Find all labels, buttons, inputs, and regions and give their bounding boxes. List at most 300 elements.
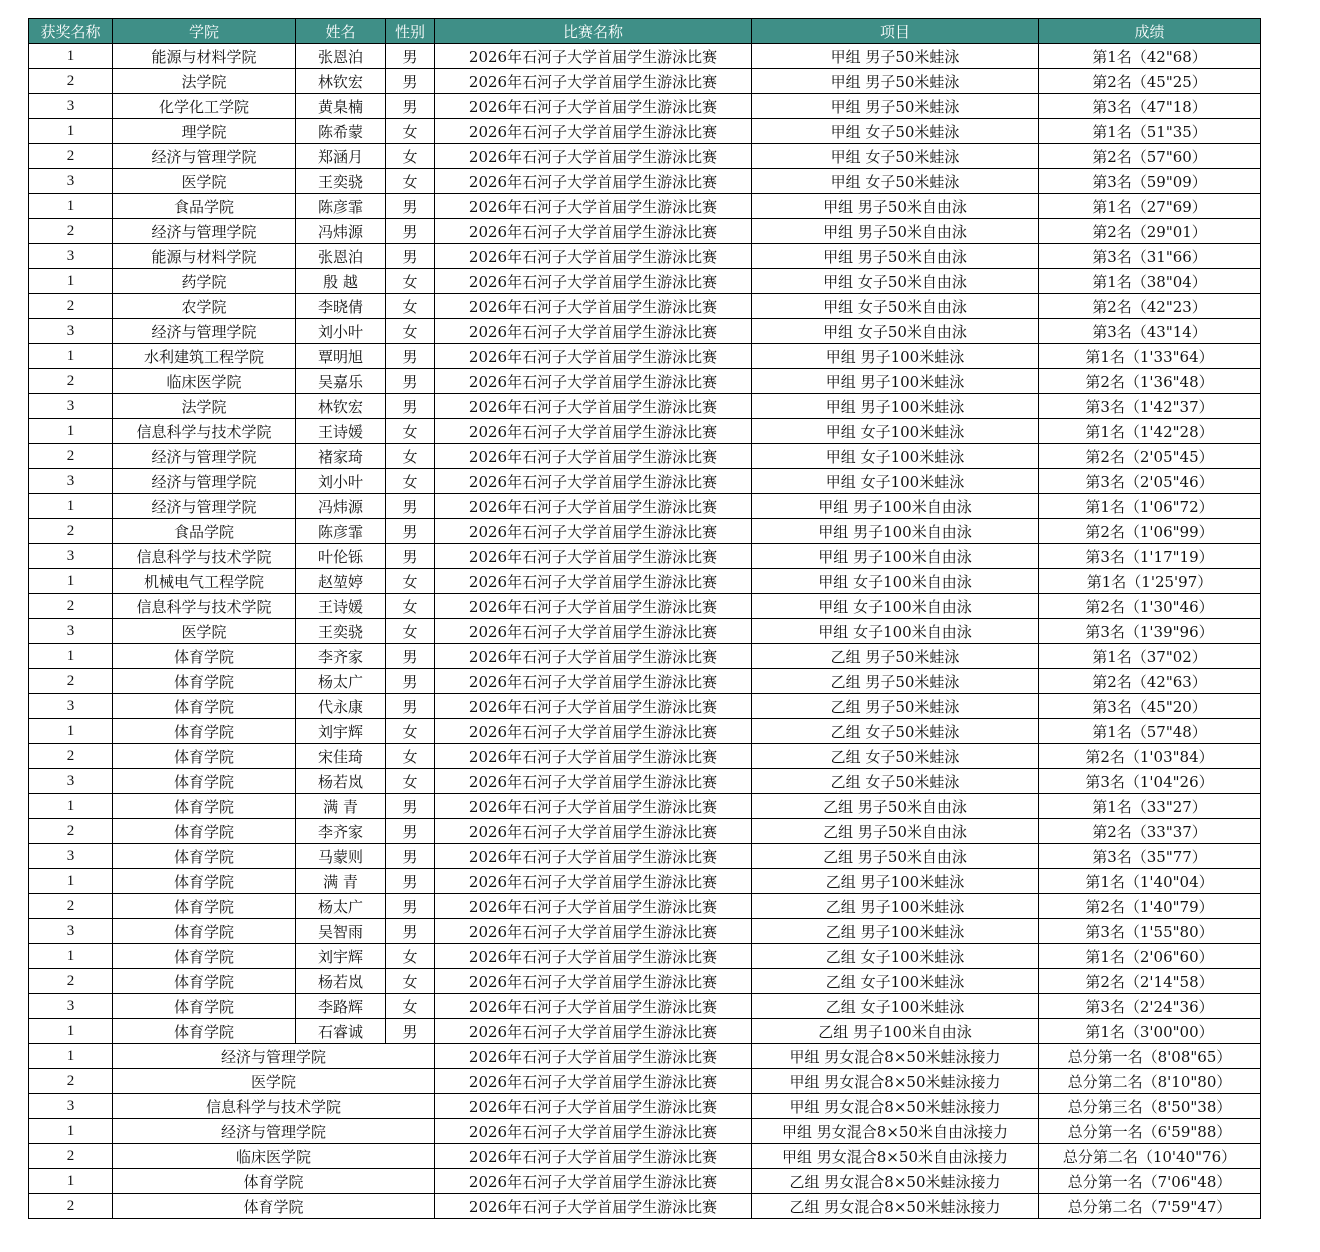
cell-event[interactable]: 乙组 男子50米蛙泳 [752, 644, 1039, 669]
cell-award[interactable]: 1 [29, 569, 113, 594]
cell-college[interactable]: 体育学院 [113, 1019, 296, 1044]
cell-name[interactable]: 石睿诚 [296, 1019, 386, 1044]
cell-competition[interactable]: 2026年石河子大学首届学生游泳比赛 [435, 394, 752, 419]
cell-college[interactable]: 经济与管理学院 [113, 444, 296, 469]
cell-award[interactable]: 2 [29, 294, 113, 319]
cell-name[interactable]: 张恩泊 [296, 44, 386, 69]
cell-event[interactable]: 乙组 男子100米蛙泳 [752, 894, 1039, 919]
cell-gender[interactable]: 女 [386, 619, 435, 644]
cell-gender[interactable]: 男 [386, 894, 435, 919]
cell-result[interactable]: 第1名（37"02） [1039, 644, 1261, 669]
cell-name[interactable]: 陈彦霏 [296, 194, 386, 219]
cell-competition[interactable]: 2026年石河子大学首届学生游泳比赛 [435, 969, 752, 994]
cell-competition[interactable]: 2026年石河子大学首届学生游泳比赛 [435, 994, 752, 1019]
cell-result[interactable]: 第1名（1'33"64） [1039, 344, 1261, 369]
cell-competition[interactable]: 2026年石河子大学首届学生游泳比赛 [435, 569, 752, 594]
cell-name[interactable]: 王奕骁 [296, 619, 386, 644]
cell-event[interactable]: 甲组 男子100米自由泳 [752, 519, 1039, 544]
cell-gender[interactable]: 女 [386, 569, 435, 594]
cell-award[interactable]: 1 [29, 1019, 113, 1044]
cell-result[interactable]: 第3名（1'39"96） [1039, 619, 1261, 644]
cell-result[interactable]: 第3名（47"18） [1039, 94, 1261, 119]
cell-college[interactable]: 医学院 [113, 1069, 435, 1094]
cell-name[interactable]: 陈彦霏 [296, 519, 386, 544]
cell-competition[interactable]: 2026年石河子大学首届学生游泳比赛 [435, 844, 752, 869]
cell-event[interactable]: 甲组 女子100米自由泳 [752, 569, 1039, 594]
cell-competition[interactable]: 2026年石河子大学首届学生游泳比赛 [435, 69, 752, 94]
cell-competition[interactable]: 2026年石河子大学首届学生游泳比赛 [435, 444, 752, 469]
cell-result[interactable]: 第1名（42"68） [1039, 44, 1261, 69]
header-gender[interactable]: 性别 [386, 19, 435, 44]
cell-event[interactable]: 乙组 男女混合8×50米蛙泳接力 [752, 1169, 1039, 1194]
cell-award[interactable]: 3 [29, 94, 113, 119]
cell-competition[interactable]: 2026年石河子大学首届学生游泳比赛 [435, 1044, 752, 1069]
cell-college[interactable]: 体育学院 [113, 719, 296, 744]
cell-gender[interactable]: 女 [386, 594, 435, 619]
cell-result[interactable]: 总分第一名（7'06"48） [1039, 1169, 1261, 1194]
cell-award[interactable]: 2 [29, 444, 113, 469]
cell-gender[interactable]: 男 [386, 344, 435, 369]
cell-gender[interactable]: 女 [386, 444, 435, 469]
cell-competition[interactable]: 2026年石河子大学首届学生游泳比赛 [435, 869, 752, 894]
cell-name[interactable]: 代永康 [296, 694, 386, 719]
cell-event[interactable]: 甲组 男子50米自由泳 [752, 194, 1039, 219]
cell-result[interactable]: 第2名（45"25） [1039, 69, 1261, 94]
cell-name[interactable]: 刘小叶 [296, 469, 386, 494]
cell-result[interactable]: 第2名（42"63） [1039, 669, 1261, 694]
cell-event[interactable]: 乙组 男子50米自由泳 [752, 844, 1039, 869]
cell-result[interactable]: 第1名（1'42"28） [1039, 419, 1261, 444]
cell-competition[interactable]: 2026年石河子大学首届学生游泳比赛 [435, 169, 752, 194]
cell-college[interactable]: 体育学院 [113, 819, 296, 844]
cell-result[interactable]: 第2名（1'40"79） [1039, 894, 1261, 919]
cell-result[interactable]: 第3名（1'55"80） [1039, 919, 1261, 944]
cell-result[interactable]: 第3名（2'24"36） [1039, 994, 1261, 1019]
cell-college[interactable]: 体育学院 [113, 744, 296, 769]
cell-event[interactable]: 乙组 男子50米蛙泳 [752, 694, 1039, 719]
cell-award[interactable]: 2 [29, 594, 113, 619]
cell-result[interactable]: 总分第三名（8'50"38） [1039, 1094, 1261, 1119]
cell-award[interactable]: 3 [29, 469, 113, 494]
cell-college[interactable]: 法学院 [113, 394, 296, 419]
cell-award[interactable]: 1 [29, 869, 113, 894]
cell-competition[interactable]: 2026年石河子大学首届学生游泳比赛 [435, 744, 752, 769]
cell-gender[interactable]: 女 [386, 744, 435, 769]
cell-event[interactable]: 乙组 女子100米蛙泳 [752, 994, 1039, 1019]
cell-name[interactable]: 杨若岚 [296, 969, 386, 994]
cell-result[interactable]: 第1名（38"04） [1039, 269, 1261, 294]
cell-name[interactable]: 李晓倩 [296, 294, 386, 319]
cell-competition[interactable]: 2026年石河子大学首届学生游泳比赛 [435, 344, 752, 369]
cell-result[interactable]: 第1名（33"27） [1039, 794, 1261, 819]
cell-result[interactable]: 第2名（1'06"99） [1039, 519, 1261, 544]
cell-award[interactable]: 1 [29, 194, 113, 219]
cell-name[interactable]: 林钦宏 [296, 69, 386, 94]
cell-result[interactable]: 第3名（45"20） [1039, 694, 1261, 719]
cell-gender[interactable]: 女 [386, 119, 435, 144]
cell-college[interactable]: 体育学院 [113, 769, 296, 794]
cell-gender[interactable]: 女 [386, 969, 435, 994]
cell-name[interactable]: 黄臬楠 [296, 94, 386, 119]
cell-result[interactable]: 第2名（29"01） [1039, 219, 1261, 244]
cell-name[interactable]: 李路辉 [296, 994, 386, 1019]
cell-gender[interactable]: 男 [386, 494, 435, 519]
cell-gender[interactable]: 男 [386, 194, 435, 219]
cell-event[interactable]: 乙组 女子50米蛙泳 [752, 719, 1039, 744]
cell-event[interactable]: 甲组 男女混合8×50米蛙泳接力 [752, 1069, 1039, 1094]
cell-name[interactable]: 李齐家 [296, 819, 386, 844]
cell-result[interactable]: 第1名（27"69） [1039, 194, 1261, 219]
cell-gender[interactable]: 男 [386, 644, 435, 669]
cell-result[interactable]: 第3名（43"14） [1039, 319, 1261, 344]
cell-gender[interactable]: 男 [386, 94, 435, 119]
cell-award[interactable]: 1 [29, 119, 113, 144]
cell-event[interactable]: 甲组 女子50米蛙泳 [752, 119, 1039, 144]
cell-competition[interactable]: 2026年石河子大学首届学生游泳比赛 [435, 594, 752, 619]
cell-result[interactable]: 第3名（1'04"26） [1039, 769, 1261, 794]
cell-college[interactable]: 信息科学与技术学院 [113, 594, 296, 619]
cell-event[interactable]: 乙组 男子100米自由泳 [752, 1019, 1039, 1044]
header-event[interactable]: 项目 [752, 19, 1039, 44]
cell-result[interactable]: 总分第二名（8'10"80） [1039, 1069, 1261, 1094]
cell-event[interactable]: 乙组 女子50米蛙泳 [752, 769, 1039, 794]
cell-award[interactable]: 1 [29, 494, 113, 519]
cell-award[interactable]: 3 [29, 319, 113, 344]
cell-name[interactable]: 杨若岚 [296, 769, 386, 794]
cell-award[interactable]: 1 [29, 419, 113, 444]
cell-result[interactable]: 第3名（59"09） [1039, 169, 1261, 194]
cell-competition[interactable]: 2026年石河子大学首届学生游泳比赛 [435, 1019, 752, 1044]
cell-name[interactable]: 宋佳琦 [296, 744, 386, 769]
cell-event[interactable]: 乙组 男子50米自由泳 [752, 819, 1039, 844]
cell-event[interactable]: 甲组 女子100米蛙泳 [752, 419, 1039, 444]
cell-event[interactable]: 甲组 男女混合8×50米自由泳接力 [752, 1144, 1039, 1169]
cell-award[interactable]: 1 [29, 269, 113, 294]
cell-college[interactable]: 临床医学院 [113, 369, 296, 394]
cell-name[interactable]: 张恩泊 [296, 244, 386, 269]
header-result[interactable]: 成绩 [1039, 19, 1261, 44]
cell-gender[interactable]: 女 [386, 269, 435, 294]
cell-name[interactable]: 满 青 [296, 869, 386, 894]
cell-result[interactable]: 第2名（1'36"48） [1039, 369, 1261, 394]
cell-gender[interactable]: 男 [386, 869, 435, 894]
cell-gender[interactable]: 男 [386, 394, 435, 419]
cell-event[interactable]: 甲组 女子50米自由泳 [752, 269, 1039, 294]
cell-competition[interactable]: 2026年石河子大学首届学生游泳比赛 [435, 144, 752, 169]
cell-award[interactable]: 3 [29, 544, 113, 569]
cell-award[interactable]: 2 [29, 369, 113, 394]
cell-college[interactable]: 经济与管理学院 [113, 1044, 435, 1069]
cell-college[interactable]: 法学院 [113, 69, 296, 94]
cell-gender[interactable]: 女 [386, 994, 435, 1019]
cell-award[interactable]: 2 [29, 144, 113, 169]
cell-college[interactable]: 经济与管理学院 [113, 469, 296, 494]
cell-college[interactable]: 体育学院 [113, 644, 296, 669]
cell-result[interactable]: 第2名（33"37） [1039, 819, 1261, 844]
cell-competition[interactable]: 2026年石河子大学首届学生游泳比赛 [435, 669, 752, 694]
cell-event[interactable]: 甲组 男子50米蛙泳 [752, 94, 1039, 119]
cell-result[interactable]: 第1名（1'40"04） [1039, 869, 1261, 894]
cell-college[interactable]: 体育学院 [113, 894, 296, 919]
cell-competition[interactable]: 2026年石河子大学首届学生游泳比赛 [435, 269, 752, 294]
cell-name[interactable]: 王奕骁 [296, 169, 386, 194]
cell-gender[interactable]: 男 [386, 69, 435, 94]
cell-college[interactable]: 体育学院 [113, 869, 296, 894]
cell-competition[interactable]: 2026年石河子大学首届学生游泳比赛 [435, 369, 752, 394]
cell-name[interactable]: 王诗媛 [296, 419, 386, 444]
cell-award[interactable]: 2 [29, 1069, 113, 1094]
cell-college[interactable]: 信息科学与技术学院 [113, 1094, 435, 1119]
cell-award[interactable]: 2 [29, 219, 113, 244]
cell-result[interactable]: 第2名（42"23） [1039, 294, 1261, 319]
cell-result[interactable]: 第1名（51"35） [1039, 119, 1261, 144]
cell-competition[interactable]: 2026年石河子大学首届学生游泳比赛 [435, 119, 752, 144]
cell-award[interactable]: 2 [29, 69, 113, 94]
cell-college[interactable]: 体育学院 [113, 944, 296, 969]
cell-college[interactable]: 食品学院 [113, 194, 296, 219]
cell-college[interactable]: 体育学院 [113, 1194, 435, 1219]
cell-award[interactable]: 3 [29, 994, 113, 1019]
cell-result[interactable]: 第3名（35"77） [1039, 844, 1261, 869]
cell-event[interactable]: 乙组 男子50米蛙泳 [752, 669, 1039, 694]
cell-result[interactable]: 第1名（3'00"00） [1039, 1019, 1261, 1044]
cell-event[interactable]: 甲组 男子50米蛙泳 [752, 44, 1039, 69]
cell-college[interactable]: 能源与材料学院 [113, 244, 296, 269]
cell-competition[interactable]: 2026年石河子大学首届学生游泳比赛 [435, 294, 752, 319]
cell-competition[interactable]: 2026年石河子大学首届学生游泳比赛 [435, 619, 752, 644]
cell-name[interactable]: 郑涵月 [296, 144, 386, 169]
cell-award[interactable]: 1 [29, 944, 113, 969]
cell-award[interactable]: 3 [29, 244, 113, 269]
cell-result[interactable]: 总分第二名（10'40"76） [1039, 1144, 1261, 1169]
cell-event[interactable]: 甲组 男子100米自由泳 [752, 544, 1039, 569]
cell-gender[interactable]: 男 [386, 669, 435, 694]
cell-college[interactable]: 体育学院 [113, 669, 296, 694]
cell-event[interactable]: 甲组 女子50米自由泳 [752, 294, 1039, 319]
cell-name[interactable]: 林钦宏 [296, 394, 386, 419]
cell-competition[interactable]: 2026年石河子大学首届学生游泳比赛 [435, 94, 752, 119]
cell-college[interactable]: 体育学院 [113, 919, 296, 944]
cell-college[interactable]: 信息科学与技术学院 [113, 419, 296, 444]
cell-name[interactable]: 王诗媛 [296, 594, 386, 619]
cell-result[interactable]: 第3名（2'05"46） [1039, 469, 1261, 494]
cell-college[interactable]: 医学院 [113, 169, 296, 194]
cell-event[interactable]: 乙组 女子100米蛙泳 [752, 969, 1039, 994]
cell-event[interactable]: 乙组 男子100米蛙泳 [752, 919, 1039, 944]
cell-competition[interactable]: 2026年石河子大学首届学生游泳比赛 [435, 1094, 752, 1119]
cell-award[interactable]: 2 [29, 1144, 113, 1169]
cell-college[interactable]: 经济与管理学院 [113, 219, 296, 244]
cell-name[interactable]: 刘宇辉 [296, 944, 386, 969]
cell-award[interactable]: 1 [29, 1119, 113, 1144]
header-college[interactable]: 学院 [113, 19, 296, 44]
cell-college[interactable]: 体育学院 [113, 969, 296, 994]
cell-competition[interactable]: 2026年石河子大学首届学生游泳比赛 [435, 244, 752, 269]
cell-result[interactable]: 总分第二名（7'59"47） [1039, 1194, 1261, 1219]
cell-college[interactable]: 体育学院 [113, 844, 296, 869]
cell-name[interactable]: 吴嘉乐 [296, 369, 386, 394]
cell-college[interactable]: 经济与管理学院 [113, 494, 296, 519]
cell-name[interactable]: 马蒙则 [296, 844, 386, 869]
cell-award[interactable]: 2 [29, 819, 113, 844]
cell-name[interactable]: 刘宇辉 [296, 719, 386, 744]
cell-result[interactable]: 第2名（1'30"46） [1039, 594, 1261, 619]
cell-result[interactable]: 第3名（1'42"37） [1039, 394, 1261, 419]
cell-college[interactable]: 经济与管理学院 [113, 144, 296, 169]
cell-competition[interactable]: 2026年石河子大学首届学生游泳比赛 [435, 944, 752, 969]
cell-name[interactable]: 褚家琦 [296, 444, 386, 469]
cell-result[interactable]: 第1名（1'06"72） [1039, 494, 1261, 519]
cell-name[interactable]: 陈希蒙 [296, 119, 386, 144]
cell-competition[interactable]: 2026年石河子大学首届学生游泳比赛 [435, 494, 752, 519]
cell-gender[interactable]: 男 [386, 844, 435, 869]
cell-award[interactable]: 2 [29, 744, 113, 769]
cell-award[interactable]: 3 [29, 844, 113, 869]
cell-competition[interactable]: 2026年石河子大学首届学生游泳比赛 [435, 1194, 752, 1219]
cell-gender[interactable]: 女 [386, 169, 435, 194]
cell-competition[interactable]: 2026年石河子大学首届学生游泳比赛 [435, 769, 752, 794]
cell-competition[interactable]: 2026年石河子大学首届学生游泳比赛 [435, 319, 752, 344]
cell-gender[interactable]: 男 [386, 219, 435, 244]
cell-result[interactable]: 第2名（57"60） [1039, 144, 1261, 169]
cell-event[interactable]: 甲组 男子50米自由泳 [752, 219, 1039, 244]
cell-event[interactable]: 乙组 女子100米蛙泳 [752, 944, 1039, 969]
cell-gender[interactable]: 男 [386, 1019, 435, 1044]
cell-gender[interactable]: 女 [386, 294, 435, 319]
cell-gender[interactable]: 女 [386, 319, 435, 344]
cell-award[interactable]: 3 [29, 769, 113, 794]
cell-result[interactable]: 总分第一名（6'59"88） [1039, 1119, 1261, 1144]
cell-competition[interactable]: 2026年石河子大学首届学生游泳比赛 [435, 219, 752, 244]
cell-gender[interactable]: 男 [386, 519, 435, 544]
cell-award[interactable]: 3 [29, 694, 113, 719]
cell-name[interactable]: 冯炜源 [296, 494, 386, 519]
cell-competition[interactable]: 2026年石河子大学首届学生游泳比赛 [435, 644, 752, 669]
cell-event[interactable]: 乙组 男女混合8×50米蛙泳接力 [752, 1194, 1039, 1219]
cell-competition[interactable]: 2026年石河子大学首届学生游泳比赛 [435, 44, 752, 69]
cell-competition[interactable]: 2026年石河子大学首届学生游泳比赛 [435, 419, 752, 444]
cell-name[interactable]: 殷 越 [296, 269, 386, 294]
cell-college[interactable]: 体育学院 [113, 994, 296, 1019]
cell-event[interactable]: 甲组 女子100米自由泳 [752, 619, 1039, 644]
cell-award[interactable]: 2 [29, 519, 113, 544]
cell-award[interactable]: 3 [29, 394, 113, 419]
cell-result[interactable]: 第3名（31"66） [1039, 244, 1261, 269]
cell-result[interactable]: 第2名（1'03"84） [1039, 744, 1261, 769]
cell-award[interactable]: 1 [29, 1044, 113, 1069]
cell-competition[interactable]: 2026年石河子大学首届学生游泳比赛 [435, 544, 752, 569]
cell-event[interactable]: 甲组 男子50米自由泳 [752, 244, 1039, 269]
header-competition[interactable]: 比赛名称 [435, 19, 752, 44]
cell-college[interactable]: 体育学院 [113, 694, 296, 719]
cell-result[interactable]: 第2名（2'14"58） [1039, 969, 1261, 994]
cell-event[interactable]: 甲组 男子100米自由泳 [752, 494, 1039, 519]
cell-name[interactable]: 冯炜源 [296, 219, 386, 244]
cell-gender[interactable]: 女 [386, 719, 435, 744]
cell-gender[interactable]: 女 [386, 419, 435, 444]
cell-award[interactable]: 1 [29, 719, 113, 744]
cell-award[interactable]: 3 [29, 169, 113, 194]
cell-name[interactable]: 满 青 [296, 794, 386, 819]
cell-gender[interactable]: 女 [386, 944, 435, 969]
cell-result[interactable]: 第1名（2'06"60） [1039, 944, 1261, 969]
cell-college[interactable]: 机械电气工程学院 [113, 569, 296, 594]
cell-event[interactable]: 甲组 女子50米自由泳 [752, 319, 1039, 344]
cell-event[interactable]: 乙组 男子100米蛙泳 [752, 869, 1039, 894]
cell-event[interactable]: 乙组 男子50米自由泳 [752, 794, 1039, 819]
cell-college[interactable]: 信息科学与技术学院 [113, 544, 296, 569]
cell-gender[interactable]: 男 [386, 694, 435, 719]
cell-name[interactable]: 覃明旭 [296, 344, 386, 369]
cell-event[interactable]: 甲组 男子100米蛙泳 [752, 394, 1039, 419]
cell-name[interactable]: 赵堃婷 [296, 569, 386, 594]
cell-competition[interactable]: 2026年石河子大学首届学生游泳比赛 [435, 794, 752, 819]
cell-college[interactable]: 药学院 [113, 269, 296, 294]
cell-competition[interactable]: 2026年石河子大学首届学生游泳比赛 [435, 194, 752, 219]
cell-name[interactable]: 刘小叶 [296, 319, 386, 344]
cell-college[interactable]: 食品学院 [113, 519, 296, 544]
cell-competition[interactable]: 2026年石河子大学首届学生游泳比赛 [435, 1119, 752, 1144]
cell-award[interactable]: 1 [29, 644, 113, 669]
cell-award[interactable]: 1 [29, 344, 113, 369]
cell-event[interactable]: 甲组 女子50米蛙泳 [752, 144, 1039, 169]
cell-competition[interactable]: 2026年石河子大学首届学生游泳比赛 [435, 694, 752, 719]
cell-college[interactable]: 医学院 [113, 619, 296, 644]
cell-college[interactable]: 化学化工学院 [113, 94, 296, 119]
cell-award[interactable]: 2 [29, 669, 113, 694]
cell-award[interactable]: 3 [29, 919, 113, 944]
cell-event[interactable]: 甲组 男女混合8×50米自由泳接力 [752, 1119, 1039, 1144]
cell-event[interactable]: 甲组 女子100米蛙泳 [752, 469, 1039, 494]
cell-competition[interactable]: 2026年石河子大学首届学生游泳比赛 [435, 1069, 752, 1094]
cell-competition[interactable]: 2026年石河子大学首届学生游泳比赛 [435, 519, 752, 544]
cell-college[interactable]: 体育学院 [113, 794, 296, 819]
cell-gender[interactable]: 男 [386, 544, 435, 569]
cell-award[interactable]: 3 [29, 1094, 113, 1119]
cell-result[interactable]: 总分第一名（8'08"65） [1039, 1044, 1261, 1069]
cell-award[interactable]: 2 [29, 894, 113, 919]
header-name[interactable]: 姓名 [296, 19, 386, 44]
cell-gender[interactable]: 男 [386, 369, 435, 394]
cell-college[interactable]: 经济与管理学院 [113, 319, 296, 344]
cell-gender[interactable]: 男 [386, 244, 435, 269]
cell-name[interactable]: 杨太广 [296, 894, 386, 919]
cell-gender[interactable]: 女 [386, 769, 435, 794]
cell-event[interactable]: 甲组 男子100米蛙泳 [752, 369, 1039, 394]
cell-event[interactable]: 甲组 男女混合8×50米蛙泳接力 [752, 1094, 1039, 1119]
cell-event[interactable]: 甲组 男子50米蛙泳 [752, 69, 1039, 94]
cell-college[interactable]: 农学院 [113, 294, 296, 319]
cell-competition[interactable]: 2026年石河子大学首届学生游泳比赛 [435, 469, 752, 494]
cell-college[interactable]: 体育学院 [113, 1169, 435, 1194]
cell-result[interactable]: 第2名（2'05"45） [1039, 444, 1261, 469]
cell-gender[interactable]: 女 [386, 144, 435, 169]
cell-competition[interactable]: 2026年石河子大学首届学生游泳比赛 [435, 819, 752, 844]
cell-competition[interactable]: 2026年石河子大学首届学生游泳比赛 [435, 919, 752, 944]
cell-college[interactable]: 水利建筑工程学院 [113, 344, 296, 369]
cell-event[interactable]: 甲组 男子100米蛙泳 [752, 344, 1039, 369]
cell-competition[interactable]: 2026年石河子大学首届学生游泳比赛 [435, 1169, 752, 1194]
cell-gender[interactable]: 女 [386, 469, 435, 494]
cell-gender[interactable]: 男 [386, 794, 435, 819]
cell-college[interactable]: 能源与材料学院 [113, 44, 296, 69]
cell-result[interactable]: 第1名（1'25'97） [1039, 569, 1261, 594]
cell-competition[interactable]: 2026年石河子大学首届学生游泳比赛 [435, 1144, 752, 1169]
cell-event[interactable]: 甲组 女子50米蛙泳 [752, 169, 1039, 194]
cell-competition[interactable]: 2026年石河子大学首届学生游泳比赛 [435, 719, 752, 744]
cell-award[interactable]: 1 [29, 44, 113, 69]
cell-college[interactable]: 经济与管理学院 [113, 1119, 435, 1144]
